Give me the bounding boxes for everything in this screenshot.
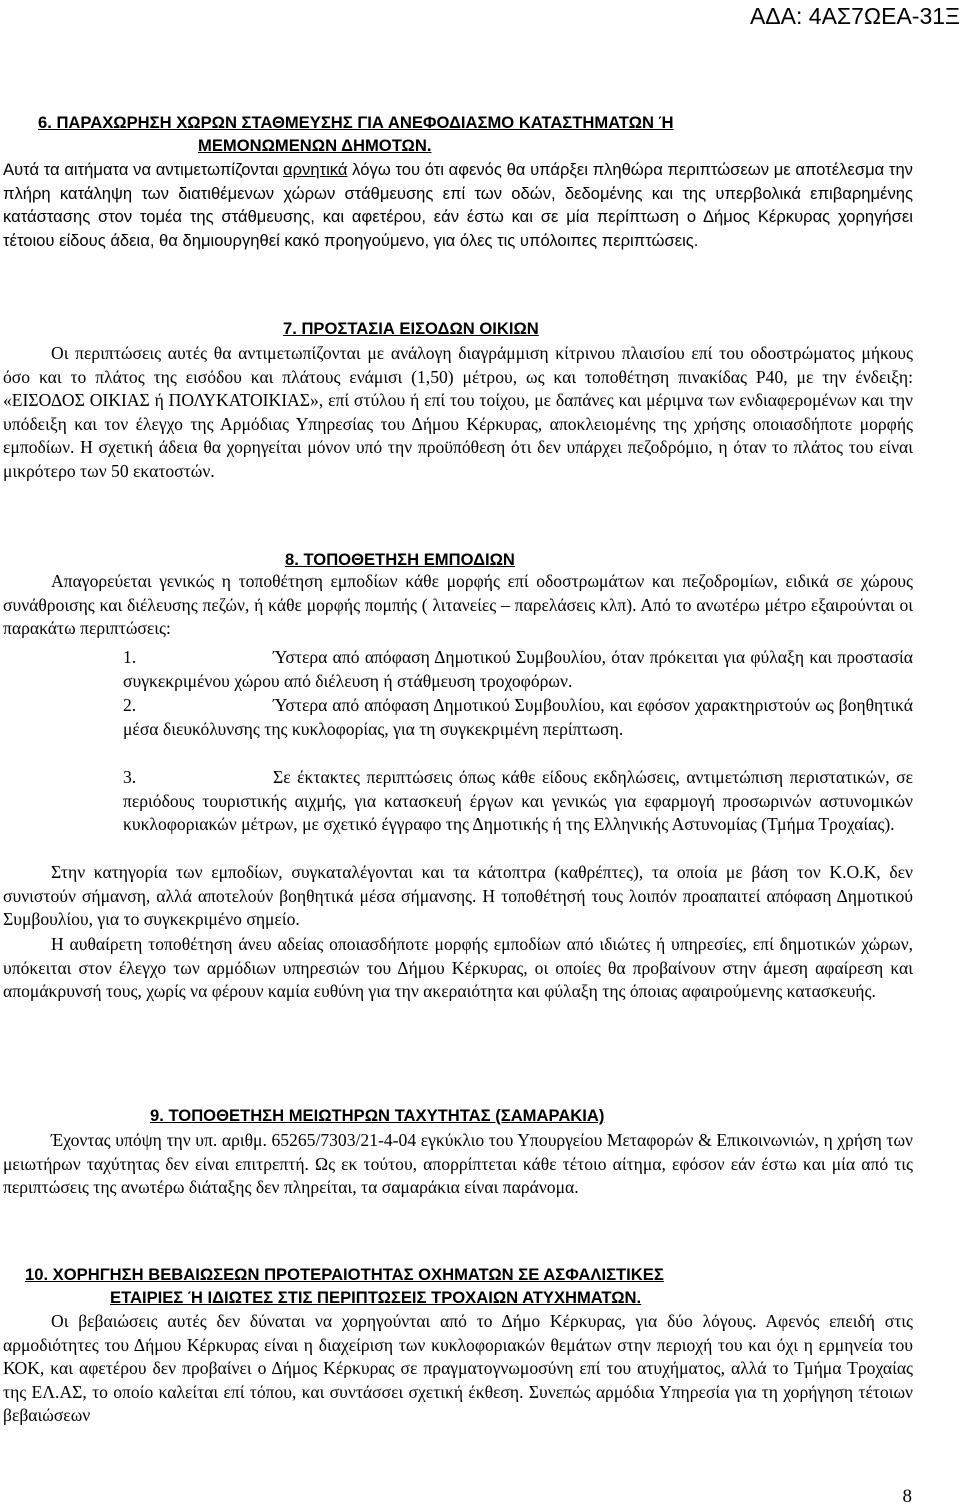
section-8-intro: Απαγορεύεται γενικώς η τοποθέτηση εμποδίων κάθε μορφής επί οδοστρωμάτων και πεζοδρομίων, ειδικά σε χώρους συνάθροισης και διέλευσης πεζών, ή κάθε μορφής πομπής ( λιτανείες – παρελάσεις κλπ). Από το ανωτέρω μέτρο εξαιρούνται οι παρακάτω περιπτώσεις:	[3, 571, 913, 639]
section-6-title	[38, 111, 913, 157]
section-6-title-line2: ΜΕΜΟΝΩΜΕΝΩΝ ΔΗΜΟΤΩΝ.	[198, 136, 432, 155]
section-6-text-a: Αυτά τα αιτήματα να αντιμετωπίζονται	[3, 160, 283, 179]
item-3-text: Σε έκτακτες περιπτώσεις όπως κάθε είδους εκδηλώσεις, αντιμετώπιση περιστατικών, σε περιόδους τουριστικής αιχμής, για κατασκευή έργων και γενικώς για εφαρμογή προσωρινών αστυνομικών κυκλοφοριακών μέτρων, με σχετικό έγγραφο της Δημοτικής ή της Ελληνικής Αστυνομίας (Τμήμα Τροχαίας).	[123, 767, 913, 835]
page-number: 8	[902, 1486, 912, 1507]
section-8-paragraph-3: Η αυθαίρετη τοποθέτηση άνευ αδείας οποιασδήποτε μορφής εμποδίων από ιδιώτες ή υπηρεσίες, επί δημοτικών χώρων, υπόκειται στον έλεγχο των αρμόδιων υπηρεσιών του Δήμου Κέρκυρας, οι οποίες θα προβαίνουν στην άμεση αφαίρεση και απομάκρυνσή τους, χωρίς να φέρουν καμία ευθύνη για την ακεραιότητα και φύλαξη της όποιας αφαιρούμενης κατασκευής.	[3, 934, 913, 1002]
item-1-text: Ύστερα από απόφαση Δημοτικού Συμβουλίου, όταν πρόκειται για φύλαξη και προστασία συγκεκριμένου χώρου από διέλευση ή στάθμευση τροχοφόρων.	[123, 647, 913, 691]
section-8-item-3	[123, 766, 913, 837]
section-6-title-line1: 6. ΠΑΡΑΧΩΡΗΣΗ ΧΩΡΩΝ ΣΤΑΘΜΕΥΣΗΣ ΓΙΑ ΑΝΕΦΟΔΙΑΣΜΟ ΚΑΤΑΣΤΗΜΑΤΩΝ Ή	[38, 113, 674, 132]
section-7-paragraph: Οι περιπτώσεις αυτές θα αντιμετωπίζονται με ανάλογη διαγράμμιση κίτρινου πλαισίου επί του οδοστρώματος μήκους όσο και το πλάτος της εισόδου και πλάτους ενάμισι (1,50) μέτρου, ως και τοποθέτηση πινακίδας Ρ40, με την ένδειξη: «ΕΙΣΟΔΟΣ ΟΙΚΙΑΣ ή ΠΟΛΥΚΑΤΟΙΚΙΑΣ», επί στύλου ή επί του τοίχου, με δαπάνες και μέριμνα των ενδιαφερομένων και την υπόδειξη και τον έλεγχο της Αρμόδιας Υπηρεσίας του Δήμου Κέρκυρας, αποκλειομένης της χρήσης οποιασδήποτε μορφής εμποδίων. Η σχετική άδεια θα χορηγείται μόνον υπό την προϋπόθεση ότι δεν υπάρχει πεζοδρόμιο, η όταν το πλάτος του είναι μικρότερο των 50 εκατοστών.	[3, 343, 913, 481]
section-8-item-1	[123, 646, 913, 693]
section-10-title-line1: 10. ΧΟΡΗΓΗΣΗ ΒΕΒΑΙΩΣΕΩΝ ΠΡΟΤΕΡΑΙΟΤΗΤΑΣ ΟΧΗΜΑΤΩΝ ΣΕ ΑΣΦΑΛΙΣΤΙΚΕΣ	[25, 1265, 664, 1284]
section-9-title: 9. ΤΟΠΟΘΕΤΗΣΗ ΜΕΙΩΤΗΡΩΝ ΤΑΧΥΤΗΤΑΣ (ΣΑΜΑΡΑΚΙΑ)	[150, 1106, 605, 1125]
section-7-title: 7. ΠΡΟΣΤΑΣΙΑ ΕΙΣΟΔΩΝ ΟΙΚΙΩΝ	[283, 319, 539, 338]
section-6-paragraph	[3, 158, 913, 252]
section-10-title	[25, 1263, 913, 1309]
section-8-item-2	[123, 694, 913, 741]
section-6-text-underlined: αρνητικά	[283, 160, 348, 179]
section-10-paragraph: Οι βεβαιώσεις αυτές δεν δύναται να χορηγούνται από το Δήμο Κέρκυρας, για δύο λόγους. Αφενός επειδή στις αρμοδιότητες του Δήμου Κέρκυρας είναι η διαχείριση των κυκλοφοριακών θεμάτων στην περιοχή του και όχι η ερμηνεία του ΚΟΚ, και αφετέρου δεν προβαίνει ο Δήμος Κέρκυρας σε πραγματογνωμοσύνη επί του ατυχήματος, αλλά το Τμήμα Τροχαίας της ΕΛ.ΑΣ, το οποίο καλείται επί τόπου, και συντάσσει σχετική έκθεση. Συνεπώς αρμόδια Υπηρεσία για τη χορήγηση τέτοιων βεβαιώσεων	[3, 1311, 913, 1426]
item-1-number: 1.	[123, 647, 137, 667]
item-2-text: Ύστερα από απόφαση Δημοτικού Συμβουλίου, και εφόσον χαρακτηριστούν ως βοηθητικά μέσα διευκόλυνσης της κυκλοφορίας, για τη συγκεκριμένη περίπτωση.	[123, 695, 913, 739]
section-8-title: 8. ΤΟΠΟΘΕΤΗΣΗ ΕΜΠΟΔΙΩΝ	[285, 550, 515, 569]
item-2-number: 2.	[123, 695, 137, 715]
section-9-paragraph: Έχοντας υπόψη την υπ. αριθμ. 65265/7303/21-4-04 εγκύκλιο του Υπουργείου Μεταφορών & Επικοινωνιών, η χρήση των μειωτήρων ταχύτητας δεν είναι επιτρεπτή. Ως εκ τούτου, απορρίπτεται κάθε τέτοιο αίτημα, εφόσον εάν έστω και μία από τις περιπτώσεις της ανωτέρω διάταξης δεν πληρείται, τα σαμαράκια είναι παράνομα.	[3, 1130, 913, 1198]
section-8-paragraph-2: Στην κατηγορία των εμποδίων, συγκαταλέγονται και τα κάτοπτρα (καθρέπτες), τα οποία με βάση τον Κ.Ο.Κ, δεν συνιστούν σήμανση, αλλά αποτελούν βοηθητικά μέσα σήμανσης. Η τοποθέτησή τους λοιπόν προαπαιτεί απόφαση Δημοτικού Συμβουλίου, για το συγκεκριμένο σημείο.	[3, 862, 913, 930]
ada-header: ΑΔΑ: 4ΑΣ7ΩΕΑ-31Ξ	[749, 3, 960, 29]
section-10-title-line2: ΕΤΑΙΡΙΕΣ Ή ΙΔΙΩΤΕΣ ΣΤΙΣ ΠΕΡΙΠΤΩΣΕΙΣ ΤΡΟΧΑΙΩΝ ΑΤΥΧΗΜΑΤΩΝ.	[110, 1288, 642, 1307]
section-6-text-b: λόγω του ότι αφενός θα υπάρξει πληθώρα περιπτώσεων με αποτέλεσμα την πλήρη κατάληψη των διατιθέμενων χώρων στάθμευσης επί των οδών, δεδομένης και της υπερβολικά επιβαρημένης κατάστασης στον τομέα της στάθμευσης, και αφετέρου, εάν έστω και σε μία περίπτωση ο Δήμος Κέρκυρας χορηγήσει τέτοιου είδους άδεια, θα δημιουργηθεί κακό προηγούμενο, για όλες τις υπόλοιπες περιπτώσεις.	[3, 160, 913, 250]
item-3-number: 3.	[123, 767, 137, 787]
